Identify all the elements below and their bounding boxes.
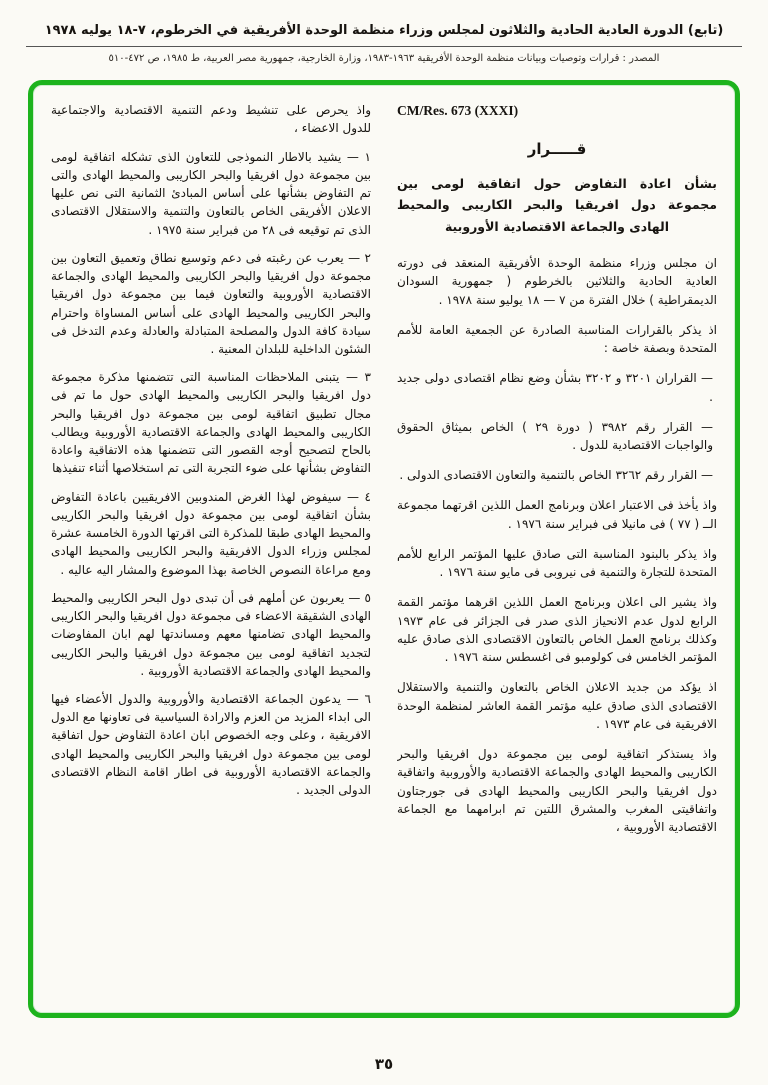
- resolution-reference: CM/Res. 673 (XXXI): [397, 103, 519, 119]
- operative-paragraph: ٥ — يعربون عن أملهم فى أن تبدى دول البحر الكاريبى والمحيط الهادى الشقيقة الاعضاء فى مجموعة دول افريقيا والبحر الكاريبى والمحيط الهادى تضامنها معهم ومساندتها لهم ابان المفاوضات لتجديد اتفاقية لومى بين مجموعة دول افريقيا والبحر الكاريبى والمحيط الهادى والجماعة الاقتصادية الأوروبية .: [51, 590, 371, 678]
- preamble-paragraph: ان مجلس وزراء منظمة الوحدة الأفريقية المنعقد فى دورته العادية الحادية والثلاثين بالخرطوم ( جمهورية السودان الديمقراطية ) خلال الفترة من ٧ — ١٨ يوليو سنة ١٩٧٨ .: [397, 256, 717, 307]
- dash-list-item: — القراران ٣٢٠١ و ٣٢٠٢ بشأن وضع نظام اقتصادى دولى جديد .: [397, 371, 713, 404]
- operative-paragraph: ٤ — سيفوض لهذا الغرض المندوبين الافريقيين باعادة التفاوض بشأن اتفاقية لومى بين مجموعة دول افريقيا والبحر الكاريبى والمحيط الهادى طبقا للمذكرة التى اقرتها الدورة الخامسة عشرة لمجلس وزراء الدول الافريقية والبحر الكاريبى والمحيط الهادى ومع مراعاة النصوص الخاصة بهذا الموضوع والمشار اليه عاليه .: [51, 489, 371, 577]
- right-column: [397, 101, 717, 1001]
- header-source-line: المصدر : قرارات وتوصيات وبيانات منظمة الوحدة الأفريقية ١٩٦٣-١٩٨٣، وزارة الخارجية، جمهورية مصر العربية، ط ١٩٨٥، ص ٤٧٢-٥١٠: [108, 53, 660, 65]
- operative-paragraph: ٣ — يتبنى الملاحظات المناسبة التى تتضمنها مذكرة مجموعة دول افريقيا والبحر الكاريبى والمحيط الهادى حول ما تم فى مجال تطبيق اتفاقية لومى بين مجموعة دول افريقيا والبحر الكاريبى والمحيط الهادى والجماعة الاقتصادية الأوروبية ويطالب بالحاح لتصحيح أوجه القصور التى تتضمنها هذه الاتفاقية واعادة التفاوض بشأنها على ضوء التجربة التى تم استخلاصها أثناء تنفيذها: [51, 370, 371, 476]
- two-column-layout: [51, 101, 717, 1001]
- resolution-title: قـــــرار: [527, 139, 587, 158]
- header-title: (تابع) الدورة العادية الحادية والثلاثون لمجلس وزراء منظمة الوحدة الأفريقية في الخرطوم، ٧-١٨ يوليه ١٩٧٨: [26, 22, 742, 47]
- preamble-paragraph: اذ يذكر بالقرارات المناسبة الصادرة عن الجمعية العامة للأمم المتحدة وبصفة خاصة :: [397, 322, 717, 356]
- page-header: [0, 0, 768, 66]
- preamble-paragraph: واذ يحرص على تنشيط ودعم التنمية الاقتصادية والاجتماعية للدول الاعضاء ،: [51, 103, 371, 136]
- preamble-paragraph: واذ يستذكر اتفاقية لومى بين مجموعة دول افريقيا والبحر الكاريبى والمحيط الهادى والجماعة الاقتصادية والأوروبية واتفاقية دول افريقيا والبحر الكاريبى والمحيط الهادى فى جورجتاون واتفاقيتى المغرب والمشرق اللتين تم ابرامهما مع الجماعة الاقتصادية الأوروبية ،: [397, 747, 717, 834]
- resolution-subtitle: بشأن اعادة التفاوض حول اتفاقية لومى بين مجموعة دول افريقيا والبحر الكاريبى والمحيط الهادى والجماعة الاقتصادية الأوروبية: [397, 175, 717, 235]
- operative-paragraph: ٦ — يدعون الجماعة الاقتصادية والأوروبية والدول الأعضاء فيها الى ابداء المزيد من العزم والارادة السياسية فى تعاونها مع الدول الافريقية ، وعلى وجه الخصوص ابان اعادة التفاوض حول اتفاقية لومى بين مجموعة دول افريقيا والبحر الكاريبى والمحيط الهادى والجماعة الاقتصادية الأوروبية فى اطار اقامة النظام الاقتصادى الدولى الجديد .: [51, 691, 371, 798]
- preamble-paragraph: واذ يأخذ فى الاعتبار اعلان وبرنامج العمل اللذين اقرتهما مجموعة الــ ( ٧٧ ) فى مانيلا فى فبراير سنة ١٩٧٦ .: [397, 498, 717, 531]
- left-column: [51, 101, 371, 1001]
- dash-list-item: — القرار رقم ٣٢٦٢ الخاص بالتنمية والتعاون الاقتصادى الدولى .: [399, 468, 713, 483]
- operative-paragraph: ٢ — يعرب عن رغبته فى دعم وتوسيع نطاق وتعميق التعاون بين مجموعة دول افريقيا والبحر الكاريبى والمحيط الهادى والجماعة الاقتصادية الأوروبية والتعاون فيما بين مجموعة دول افريقيا والبحر الكاريبى والمحيط الهادى على أساس المساواة واحترام سيادة كافة الدول والمصلحة المتبادلة والعادلة وعدم التدخل فى الشئون الداخلية للبلدان المعنية .: [51, 250, 371, 356]
- preamble-paragraph: واذ يشير الى اعلان وبرنامج العمل اللذين اقرهما مؤتمر القمة الرابع لدول عدم الانحياز الذى صدر فى الجزائر فى عام ١٩٧٣ وكذلك برنامج العمل الخاص بالتعاون الاقتصادى الذى صادق عليه المؤتمر الخامس فى كولومبو فى اغسطس سنة ١٩٧٦ .: [397, 595, 717, 665]
- preamble-paragraph: اذ يؤكد من جديد الاعلان الخاص بالتعاون والتنمية والاستقلال الاقتصادى الذى صادق عليه مؤتمر القمة العاشر لمنظمة الوحدة الافريقية فى عام ١٩٧٣ .: [397, 680, 717, 731]
- dash-list-item: — القرار رقم ٣٩٨٢ ( دورة ٢٩ ) الخاص بميثاق الحقوق والواجبات الاقتصادية للدول .: [397, 419, 713, 452]
- page-footer: [0, 1055, 768, 1073]
- content-frame: [28, 80, 740, 1018]
- preamble-paragraph: واذ يذكر بالبنود المناسبة التى صادق عليها المؤتمر الرابع للأمم المتحدة للتجارة والتنمية فى نيروبى فى مايو سنة ١٩٧٦ .: [397, 546, 717, 580]
- page-number: ٣٥: [374, 1055, 394, 1073]
- operative-paragraph: ١ — يشيد بالاطار النموذجى للتعاون الذى تشكله اتفاقية لومى بين مجموعة دول افريقيا والبحر الكاريبى والمحيط الهادى والتى تم التفاوض بشأنها على أساس المبادئ الثمانية التى نص عليها الاعلان الأفريقى الخاص بالتعاون والتنمية والاستقلال الاقتصادى الذى تم توقيعه فى ٢٨ من فبراير سنة ١٩٧٥ .: [51, 149, 371, 237]
